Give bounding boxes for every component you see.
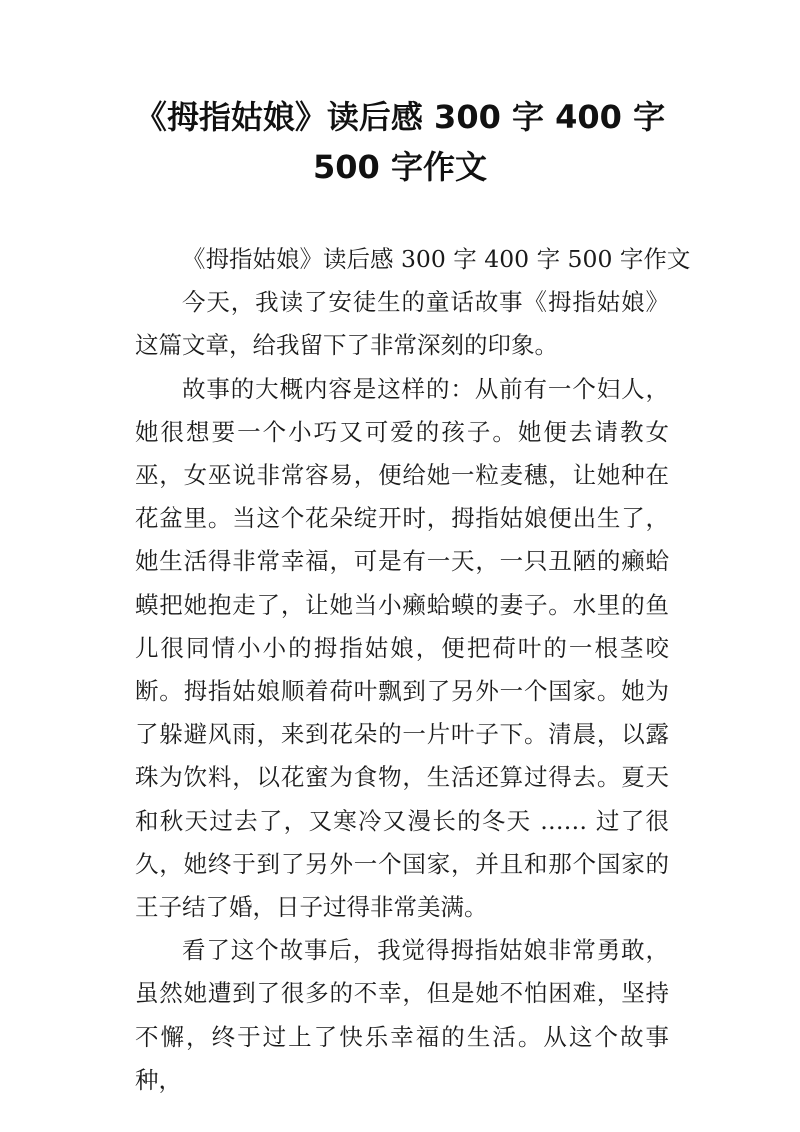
paragraph-intro: 今天，我读了安徒生的童话故事《拇指姑娘》这篇文章，给我留下了非常深刻的印象。 (135, 288, 669, 360)
title-line-1: 《拇指姑娘》读后感 300 字 400 字 (134, 98, 666, 136)
paragraph-reflection: 看了这个故事后，我觉得拇指姑娘非常勇敢，虽然她遭到了很多的不幸，但是她不怕困难，坚持不懈，终于过上了快乐幸福的生活。从这个故事种， (135, 936, 669, 1094)
title-line-2: 500 字作文 (313, 148, 487, 186)
subtitle-paragraph: 《拇指姑娘》读后感 300 字 400 字 500 字作文 (182, 245, 691, 273)
paragraph-story-summary: 故事的大概内容是这样的：从前有一个妇人，她很想要一个小巧又可爱的孩子。她便去请教女巫，女巫说非常容易，便给她一粒麦穗，让她种在花盆里。当这个花朵绽开时，拇指姑娘便出生了，她生活得非常幸福，可是有一天，一只丑陋的癞蛤蟆把她抱走了，让她当小癞蛤蟆的妻子。水里的鱼儿很同情小小的拇指姑娘，便把荷叶的一根茎咬断。拇指姑娘顺着荷叶飘到了另外一个国家。她为了躲避风雨，来到花朵的一片叶子下。清晨，以露珠为饮料，以花蜜为食物，生活还算过得去。夏天和秋天过去了，又寒冷又漫长的冬天 …… 过了很久，她终于到了另外一个国家，并且和那个国家的王子结了婚，日子过得非常美满。 (135, 374, 669, 922)
document-title (100, 92, 700, 192)
document-body (135, 238, 691, 1102)
